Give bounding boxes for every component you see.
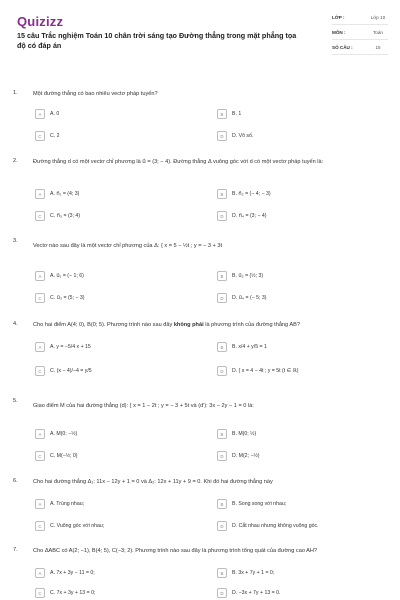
meta-label: LỚP : xyxy=(332,15,345,20)
option-text: C. 2 xyxy=(50,133,60,139)
option-d[interactable] xyxy=(217,365,367,377)
option-a[interactable] xyxy=(35,341,185,353)
option-text: D. u⃗₄ = (− 5; 3) xyxy=(232,295,267,301)
option-d[interactable] xyxy=(217,450,367,462)
question-text-part: Cho hai điểm A(4; 0), B(0; 5). Phương trình nào sau đây xyxy=(33,322,174,328)
option-text: D. Cắt nhau nhưng không vuông góc. xyxy=(232,523,319,529)
option-d[interactable] xyxy=(217,292,367,304)
question-text-part: là phương trình của đường thẳng AB? xyxy=(203,322,300,328)
question-text: Đường thẳng d có một vectơ chỉ phương là u⃗ = (3; − 4). Đường thẳng Δ vuông góc với d có một vectơ pháp tuyến là: xyxy=(33,159,324,165)
option-letter-box: C xyxy=(35,293,45,303)
option-a[interactable] xyxy=(35,498,185,510)
option-c[interactable] xyxy=(35,520,185,532)
meta-value: Lớp 10 xyxy=(370,15,386,20)
option-text: B. M(0; ½) xyxy=(232,431,257,437)
question-text: Một đường thẳng có bao nhiêu vectơ pháp tuyến? xyxy=(33,91,158,97)
option-text: A. 7x + 3y − 11 = 0; xyxy=(50,570,95,576)
option-a[interactable] xyxy=(35,188,185,200)
option-a[interactable] xyxy=(35,108,185,120)
option-letter-box: B xyxy=(217,271,227,281)
question-number: 6. xyxy=(13,478,18,484)
option-letter-box: D xyxy=(217,588,227,598)
option-letter-box: B xyxy=(217,499,227,509)
question-text: Giao điểm M của hai đường thẳng (d): { x = 1 − 2t ; y = − 3 + 5t và (d'): 3x − 2y − 1 = 0 là: xyxy=(33,403,254,409)
option-text: D. n⃗₄ = (3; − 4) xyxy=(232,213,267,219)
question-text: Cho hai đường thẳng Δ₁: 11x − 12y + 1 = 0 và Δ₂: 12x + 11y + 9 = 0. Khi đó hai đường thẳng này xyxy=(33,479,273,485)
option-b[interactable] xyxy=(217,567,367,579)
option-text: B. u⃗₂ = (½; 3) xyxy=(232,273,264,279)
option-letter-box: D xyxy=(217,521,227,531)
meta-label: MÔN : xyxy=(332,30,346,35)
question-text: Cho ΔABC có A(2; −1), B(4; 5), C(−3; 2). Phương trình nào sau đây là phương trình tổng quát của đường cao AH? xyxy=(33,548,318,554)
option-text: D. Vô số. xyxy=(232,133,254,139)
option-letter-box: C xyxy=(35,211,45,221)
meta-value: 15 xyxy=(375,45,381,50)
option-letter-box: C xyxy=(35,521,45,531)
option-c[interactable] xyxy=(35,450,185,462)
option-letter-box: D xyxy=(217,293,227,303)
option-letter-box: B xyxy=(217,429,227,439)
option-c[interactable] xyxy=(35,292,185,304)
option-letter-box: A xyxy=(35,342,45,352)
option-text: D. { x = 4 − 4t ; y = 5t (t ∈ ℝ) xyxy=(232,368,299,374)
option-letter-box: C xyxy=(35,451,45,461)
option-letter-box: B xyxy=(217,342,227,352)
question-number: 4. xyxy=(13,321,18,327)
option-b[interactable] xyxy=(217,498,367,510)
option-text: B. 1 xyxy=(232,111,242,117)
option-a[interactable] xyxy=(35,567,185,579)
option-d[interactable] xyxy=(217,210,367,222)
question-text xyxy=(33,321,383,329)
option-letter-box: B xyxy=(217,568,227,578)
meta-question-count xyxy=(332,44,388,55)
quizizz-logo: Quizizz xyxy=(17,14,64,29)
option-text: C. M(−½; 0) xyxy=(50,453,78,459)
option-b[interactable] xyxy=(217,270,367,282)
option-b[interactable] xyxy=(217,428,367,440)
option-text: D. −3x + 7y + 13 = 0. xyxy=(232,590,281,596)
option-text: C. n⃗₃ = (3; 4) xyxy=(50,213,81,219)
option-text: A. n⃗₁ = (4; 3) xyxy=(50,191,80,197)
option-letter-box: A xyxy=(35,271,45,281)
option-letter-box: B xyxy=(217,109,227,119)
option-a[interactable] xyxy=(35,270,185,282)
option-b[interactable] xyxy=(217,341,367,353)
option-letter-box: A xyxy=(35,109,45,119)
option-text: B. n⃗₂ = (− 4; − 3) xyxy=(232,191,271,197)
question-text: Vectơ nào sau đây là một vectơ chỉ phương của Δ: { x = 5 − ½t ; y = − 3 + 3t xyxy=(33,243,223,249)
option-text: B. Song song với nhau; xyxy=(232,501,287,507)
meta-label: SỐ CÂU : xyxy=(332,45,353,50)
option-c[interactable] xyxy=(35,210,185,222)
meta-class xyxy=(332,14,388,25)
option-letter-box: D xyxy=(217,211,227,221)
option-letter-box: C xyxy=(35,366,45,376)
question-number: 3. xyxy=(13,238,18,244)
worksheet-meta xyxy=(332,14,388,59)
option-letter-box: A xyxy=(35,429,45,439)
meta-value: Toán xyxy=(373,30,383,35)
option-text: C. (x − 4)/−4 = y/5 xyxy=(50,368,92,374)
option-letter-box: D xyxy=(217,366,227,376)
option-b[interactable] xyxy=(217,188,367,200)
option-c[interactable] xyxy=(35,365,185,377)
option-letter-box: C xyxy=(35,131,45,141)
option-d[interactable] xyxy=(217,130,367,142)
question-number: 1. xyxy=(13,90,18,96)
option-c[interactable] xyxy=(35,130,185,142)
option-text: A. 0 xyxy=(50,111,60,117)
option-text: C. 7x + 3y + 13 = 0; xyxy=(50,590,96,596)
question-emphasis: không phải xyxy=(173,322,204,328)
meta-subject xyxy=(332,29,388,40)
option-text: B. 3x + 7y + 1 = 0; xyxy=(232,570,275,576)
option-letter-box: C xyxy=(35,588,45,598)
question-number: 2. xyxy=(13,158,18,164)
question-number: 5. xyxy=(13,398,18,404)
option-a[interactable] xyxy=(35,428,185,440)
option-d[interactable] xyxy=(217,520,367,532)
option-text: D. M(2; −½) xyxy=(232,453,260,459)
option-text: A. M(0; −½) xyxy=(50,431,78,437)
option-letter-box: D xyxy=(217,131,227,141)
option-text: B. x/4 + y/5 = 1 xyxy=(232,344,267,350)
question-number: 7. xyxy=(13,547,18,553)
option-text: C. Vuông góc với nhau; xyxy=(50,523,105,529)
option-letter-box: D xyxy=(217,451,227,461)
worksheet-title: 15 câu Trắc nghiệm Toán 10 chân trời sáng tạo Đường thẳng trong mặt phẳng tọa độ có đáp án xyxy=(17,31,297,50)
option-letter-box: A xyxy=(35,189,45,199)
option-letter-box: A xyxy=(35,568,45,578)
option-text: A. y = −5/4 x + 15 xyxy=(50,344,91,350)
option-text: C. u⃗₃ = (5; − 3) xyxy=(50,295,85,301)
worksheet-header xyxy=(0,0,400,80)
option-d[interactable] xyxy=(217,587,367,599)
option-letter-box: A xyxy=(35,499,45,509)
option-c[interactable] xyxy=(35,587,185,599)
option-letter-box: B xyxy=(217,189,227,199)
option-text: A. u⃗₁ = (− 1; 6) xyxy=(50,273,84,279)
option-b[interactable] xyxy=(217,108,367,120)
option-text: A. Trùng nhau; xyxy=(50,501,85,507)
